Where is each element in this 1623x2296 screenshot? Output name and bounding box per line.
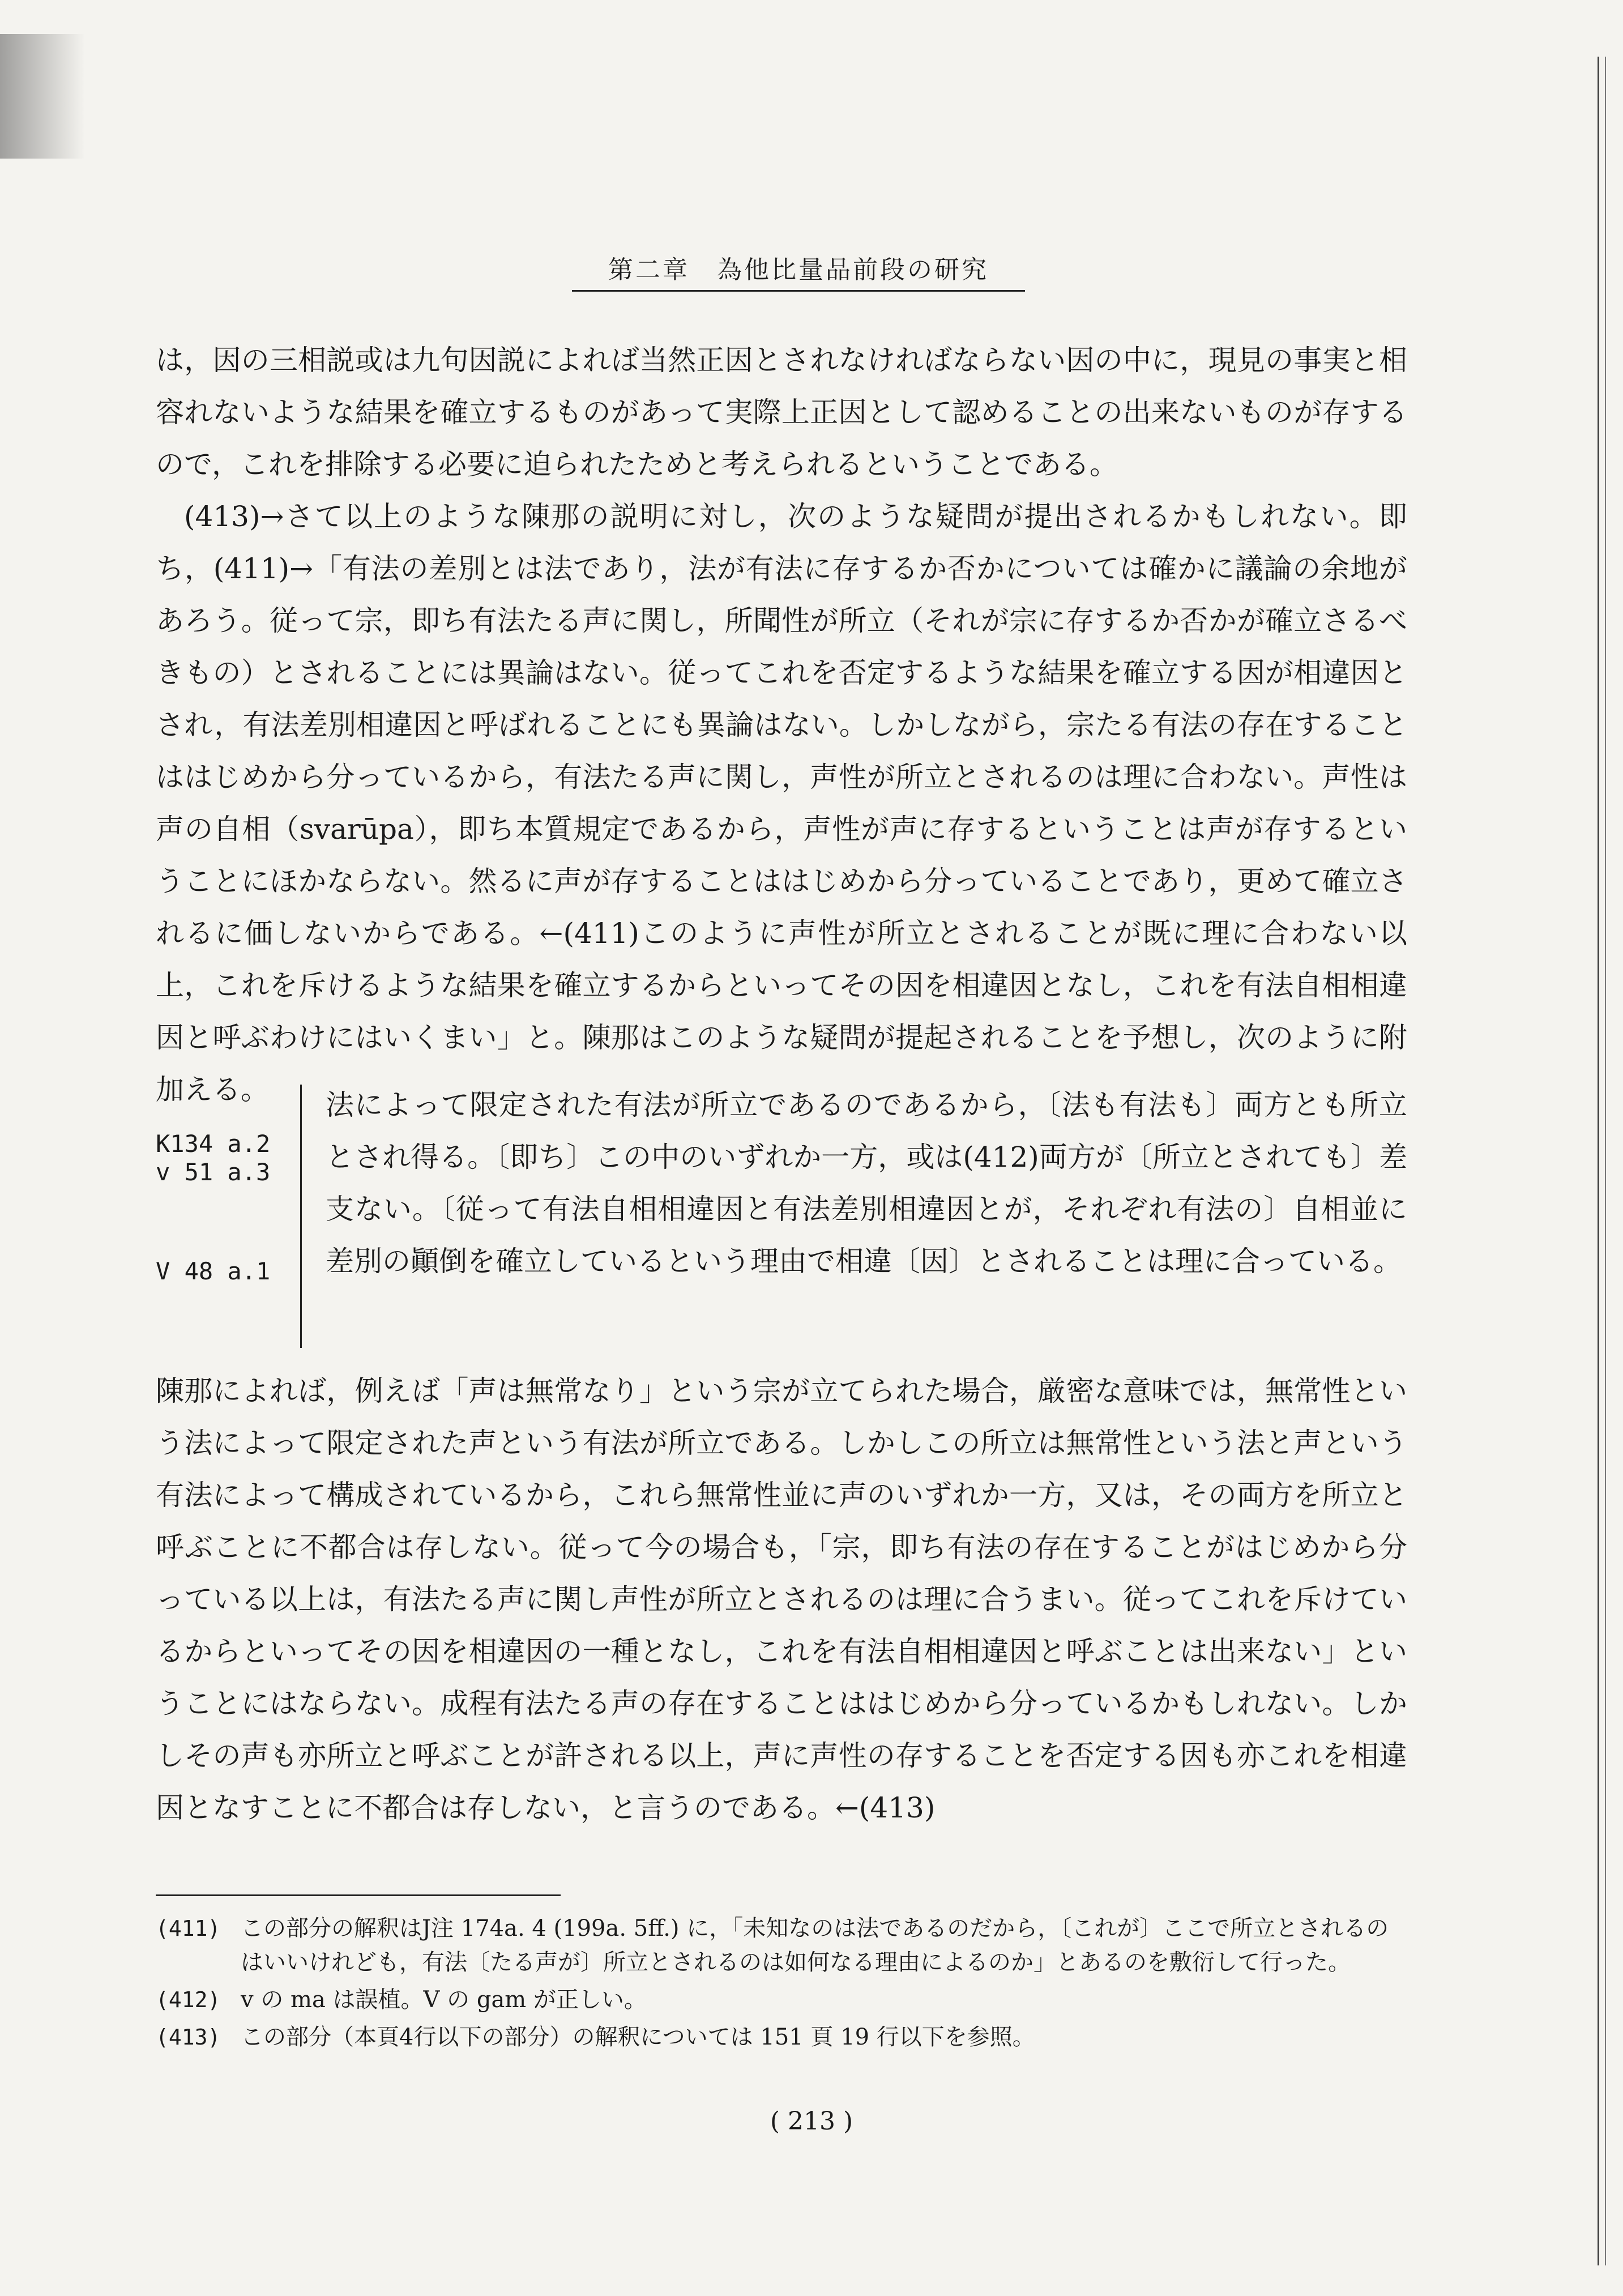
- quoted-passage: [156, 1079, 1407, 1351]
- footnote-413: [156, 2020, 1407, 2054]
- footnote-411: [156, 1911, 1407, 1979]
- reference-v51: v 51 a.3: [156, 1158, 271, 1186]
- footnote-text: v の ma は誤植。V の gam が正しい。: [241, 1987, 647, 2013]
- footnote-number: (413): [156, 2025, 221, 2050]
- footnote-text: この部分（本頁4行以下の部分）の解釈については 151 頁 19 行以下を参照。: [241, 2024, 1035, 2050]
- reference-k134: K134 a.2: [156, 1130, 271, 1158]
- reference-v48: V 48 a.1: [156, 1257, 271, 1285]
- paragraph-2: (413)→さて以上のような陳那の説明に対し，次のような疑問が提出されるかもしれない。即ち，(411)→「有法の差別とは法であり，法が有法に存するか否かについては確かに議論の余地があろう。従って宗，即ち有法たる声に関し，所聞性が所立（それが宗に存するか否かが確立さるべきもの）とされることには異論はない。従ってこれを否定するような結果を確立する因が相違因とされ，有法差別相違因と呼ばれることにも異論はない。しかしながら，宗たる有法の存在することははじめから分っているから，有法たる声に関し，声性が所立とされるのは理に合わない。声性は声の自相（svarūpa），即ち本質規定であるから，声性が声に存するということは声が存するということにほかならない。然るに声が存することははじめから分っていることであり，更めて確立されるに価しないからである。←(411)このように声性が所立とされることが既に理に合わない以上，これを斥けるような結果を確立するからといってその因を相違因となし，これを有法自相相違因と呼ぶわけにはいくまい」と。陳那はこのような疑問が提起されることを予想し，次のように附加える。: [156, 500, 1407, 1106]
- paragraph-3: 陳那によれば，例えば「声は無常なり」という宗が立てられた場合，厳密な意味では，無常性という法によって限定された声という有法が所立である。しかしこの所立は無常性という法と声という有法によって構成されているから，これら無常性並に声のいずれか一方，又は，その両方を所立と呼ぶことに不都合は存しない。従って今の場合も，「宗，即ち有法の存在することがはじめから分っている以上は，有法たる声に関し声性が所立とされるのは理に合うまい。従ってこれを斥けているからといってその因を相違因の一種となし，これを有法自相相違因と呼ぶことは出来ない」ということにはならない。成程有法たる声の存在することははじめから分っているかもしれない。しかしその声も亦所立と呼ぶことが許される以上，声に声性の存することを否定する因も亦これを相違因となすことに不都合は存しない，と言うのである。←(413): [156, 1375, 1407, 1824]
- main-text-bottom: [156, 1365, 1407, 1834]
- quote-text: 法によって限定された有法が所立であるのであるから，〔法も有法も〕両方とも所立とされ得る。〔即ち〕この中のいずれか一方，或は(412)両方が〔所立とされても〕差支ない。〔従って有法自相相違因と有法差別相違因とが，それぞれ有法の〕自相並に差別の顚倒を確立しているという理由で相違〔因〕とされることは理に合っている。: [326, 1089, 1407, 1278]
- running-header: 第二章 為他比量品前段の研究: [572, 249, 1025, 292]
- footnotes: [156, 1911, 1407, 2058]
- page-number: ( 213 ): [770, 2107, 853, 2136]
- quote-bar: [300, 1085, 302, 1348]
- main-text-top: [156, 334, 1407, 1116]
- footnote-number: (411): [156, 1916, 221, 1941]
- paragraph-1: は，因の三相説或は九句因説によれば当然正因とされなければならない因の中に，現見の事実と相容れないような結果を確立するものがあって実際上正因として認めることの出来ないものが存するので，これを排除する必要に迫られたためと考えられるということである。: [156, 344, 1407, 481]
- footnote-text: この部分の解釈はJ注 174a. 4 (199a. 5ff.) に，「未知なのは法であるのだから，〔これが〕ここで所立とされるのはいいけれども，有法〔たる声が〕所立とされるのは如何なる理由によるのか」とあるのを敷衍して行った。: [241, 1915, 1389, 1975]
- footnote-number: (412): [156, 1987, 221, 2012]
- page-binding-edge: [1598, 57, 1606, 2265]
- footnote-412: [156, 1983, 1407, 2017]
- scan-shadow: [0, 34, 85, 159]
- footnote-rule: [156, 1894, 561, 1896]
